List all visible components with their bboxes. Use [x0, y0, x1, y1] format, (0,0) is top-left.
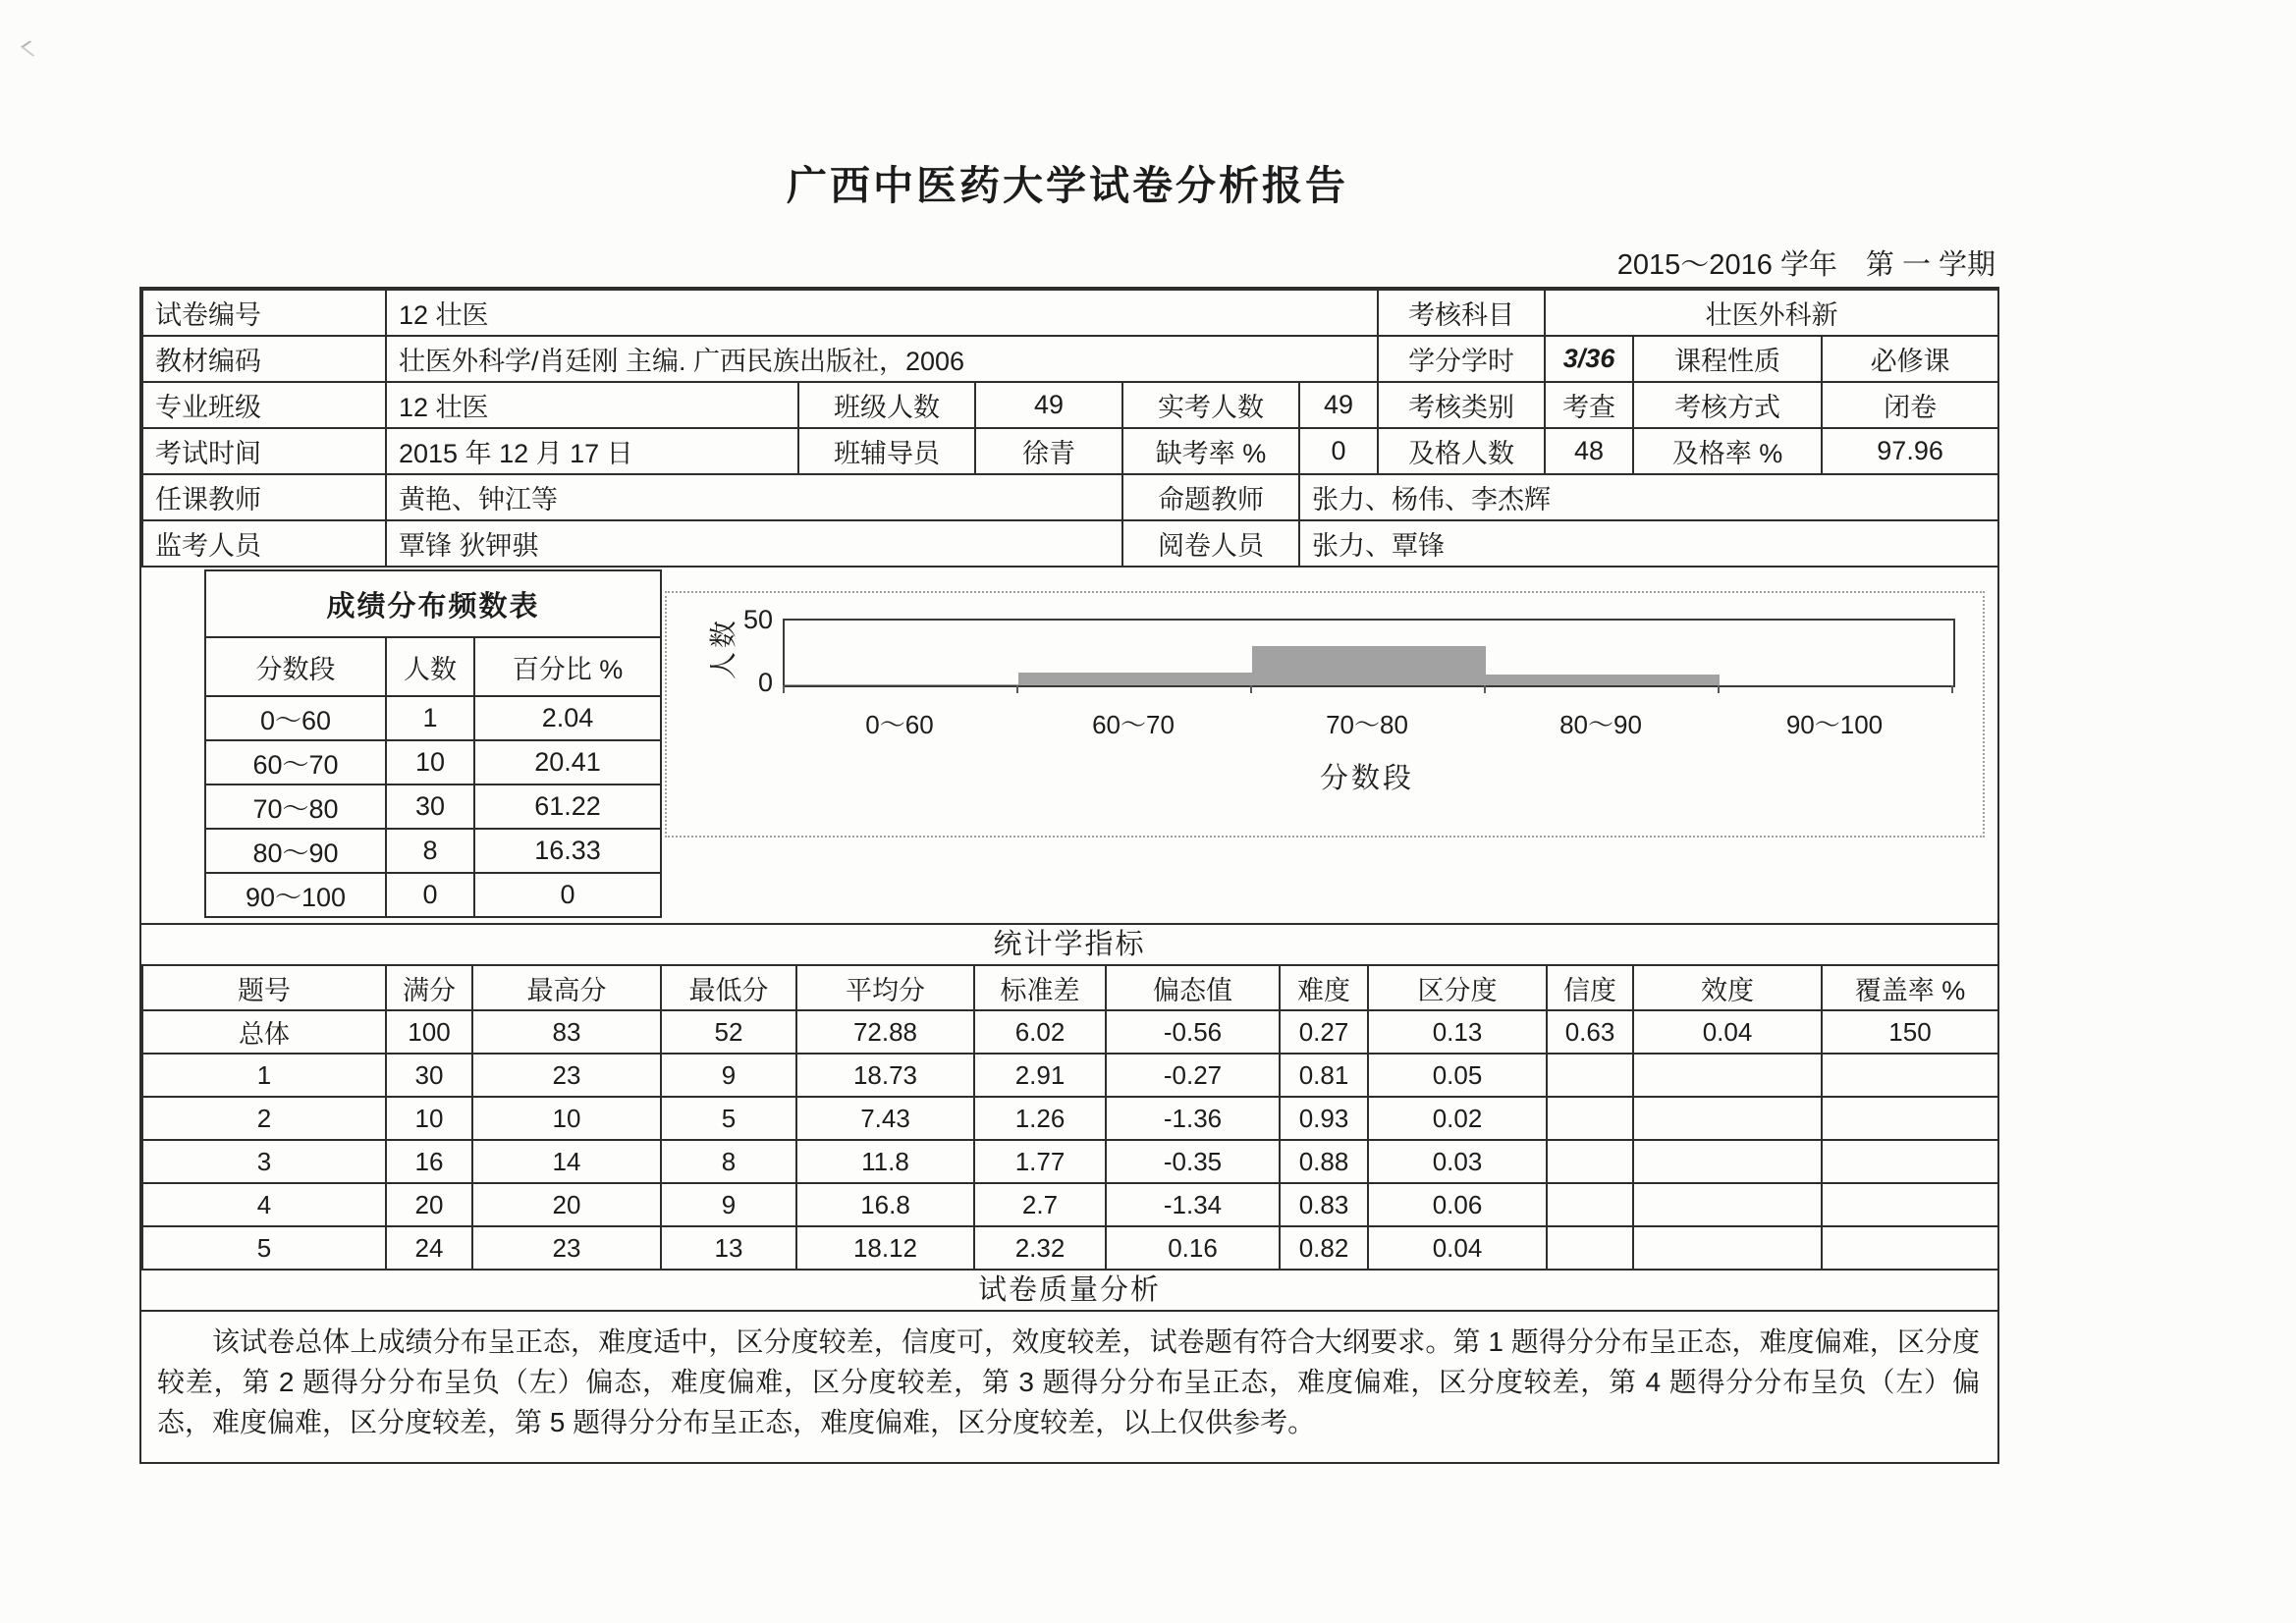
- info-row: [142, 520, 1998, 567]
- table-cell: 16: [386, 1140, 472, 1183]
- info-row: [142, 336, 1998, 382]
- distribution-section: [141, 568, 1997, 923]
- exam-date-label: 考试时间: [142, 428, 386, 474]
- table-cell: 2.04: [474, 696, 661, 740]
- textbook-label: 教材编码: [142, 336, 386, 382]
- frequency-table-header: [205, 637, 661, 696]
- teacher-value: 黄艳、钟江等: [386, 474, 1122, 520]
- statistics-table-body: [142, 1010, 1998, 1270]
- exam-number-value: 12 壮医: [386, 290, 1378, 336]
- table-cell: 0.88: [1280, 1140, 1368, 1183]
- table-cell: 2.7: [974, 1183, 1106, 1226]
- table-row: [142, 1054, 1998, 1097]
- quality-analysis-text: 该试卷总体上成绩分布呈正态，难度适中，区分度较差，信度可，效度较差，试卷题有符合大纲要求。第 1 题得分分布呈正态，难度偏难，区分度较差，第 2 题得分分布呈负（左）偏态，难度偏难，区分度较差，第 3 题得分分布呈正态，难度偏难，区分度较差，第 4 题得分分布呈负（左）偏态，难度偏难，区分度较差，第 5 题得分分布呈正态，难度偏难，区分度较差，以上仅供参考。: [157, 1326, 1980, 1437]
- header-cell: 效度: [1633, 965, 1822, 1010]
- course-type-label: 课程性质: [1633, 336, 1822, 382]
- table-cell: 0: [474, 873, 661, 917]
- chart-bar: [1252, 646, 1486, 685]
- table-cell: 30: [386, 784, 474, 829]
- table-cell: 总体: [142, 1010, 386, 1054]
- info-row: [142, 290, 1998, 336]
- credit-hours-label: 学分学时: [1378, 336, 1545, 382]
- axis-tick: [783, 685, 1016, 693]
- table-cell: 13: [661, 1226, 796, 1270]
- table-cell: 10: [386, 740, 474, 784]
- class-value: 12 壮医: [386, 382, 798, 428]
- header-cell: 最低分: [661, 965, 796, 1010]
- table-cell: [1633, 1226, 1822, 1270]
- table-cell: -1.34: [1106, 1183, 1280, 1226]
- table-cell: -0.35: [1106, 1140, 1280, 1183]
- class-size-value: 49: [975, 382, 1122, 428]
- table-cell: 5: [142, 1226, 386, 1270]
- table-cell: 0.04: [1633, 1010, 1822, 1054]
- table-cell: 0.93: [1280, 1097, 1368, 1140]
- textbook-value: 壮医外科学/肖廷刚 主编. 广西民族出版社，2006: [386, 336, 1378, 382]
- table-cell: 1.26: [974, 1097, 1106, 1140]
- table-cell: 0.63: [1547, 1010, 1633, 1054]
- table-cell: 11.8: [796, 1140, 974, 1183]
- table-cell: 0.81: [1280, 1054, 1368, 1097]
- table-cell: [1547, 1183, 1633, 1226]
- header-cell: 平均分: [796, 965, 974, 1010]
- table-row: [142, 1140, 1998, 1183]
- counselor-value: 徐青: [975, 428, 1122, 474]
- table-cell: 30: [386, 1054, 472, 1097]
- table-cell: 3: [142, 1140, 386, 1183]
- table-cell: 2.91: [974, 1054, 1106, 1097]
- grader-value: 张力、覃锋: [1299, 520, 1998, 567]
- axis-tick: [1016, 685, 1250, 693]
- table-cell: [1547, 1140, 1633, 1183]
- chart-bar: [1486, 675, 1720, 685]
- table-cell: 8: [661, 1140, 796, 1183]
- table-cell: 150: [1822, 1010, 1998, 1054]
- table-cell: 10: [386, 1097, 472, 1140]
- table-cell: 10: [472, 1097, 661, 1140]
- table-cell: 100: [386, 1010, 472, 1054]
- proposer-value: 张力、杨伟、李杰辉: [1299, 474, 1998, 520]
- y-axis-title: 人数: [708, 616, 739, 680]
- table-cell: 0.02: [1368, 1097, 1547, 1140]
- class-size-label: 班级人数: [798, 382, 975, 428]
- table-cell: 2.32: [974, 1226, 1106, 1270]
- table-cell: 0.16: [1106, 1226, 1280, 1270]
- invigilator-value: 覃锋 狄钾骐: [386, 520, 1122, 567]
- actual-examinees-value: 49: [1299, 382, 1378, 428]
- table-cell: 16.8: [796, 1183, 974, 1226]
- y-tick-label-max: 50: [742, 605, 773, 634]
- table-cell: 0～60: [205, 696, 386, 740]
- semester-line: 2015～2016 学年 第 一 学期: [1616, 249, 1995, 281]
- x-axis-title: 分数段: [1319, 763, 1414, 794]
- info-table: [141, 289, 1999, 568]
- header-cell: 最高分: [472, 965, 661, 1010]
- grader-label: 阅卷人员: [1122, 520, 1299, 567]
- table-cell: [1633, 1183, 1822, 1226]
- subject-label: 考核科目: [1378, 290, 1545, 336]
- assessment-category-value: 考查: [1545, 382, 1633, 428]
- table-cell: [1822, 1054, 1998, 1097]
- table-row: [142, 1010, 1998, 1054]
- axis-tick: [1484, 685, 1718, 693]
- statistics-header-row: [142, 965, 1998, 1010]
- table-row: [142, 1097, 1998, 1140]
- table-row: [205, 740, 661, 784]
- table-row: [205, 873, 661, 917]
- course-type-value: 必修课: [1822, 336, 1998, 382]
- assessment-mode-value: 闭卷: [1822, 382, 1998, 428]
- table-row: [205, 784, 661, 829]
- header-cell: 区分度: [1368, 965, 1547, 1010]
- table-cell: [1633, 1054, 1822, 1097]
- table-cell: 1.77: [974, 1140, 1106, 1183]
- table-cell: 60～70: [205, 740, 386, 784]
- table-cell: -0.27: [1106, 1054, 1280, 1097]
- subject-value: 壮医外科新: [1545, 290, 1998, 336]
- table-cell: [1547, 1054, 1633, 1097]
- frequency-table-body: [205, 696, 661, 917]
- table-cell: 24: [386, 1226, 472, 1270]
- table-row: [205, 696, 661, 740]
- header-cell: 满分: [386, 965, 472, 1010]
- pass-count-value: 48: [1545, 428, 1633, 474]
- chart-plot-area: [783, 619, 1955, 687]
- x-tick-label: 60～70: [1092, 710, 1175, 739]
- table-cell: 0.05: [1368, 1054, 1547, 1097]
- header-cell: 覆盖率 %: [1822, 965, 1998, 1010]
- table-cell: 6.02: [974, 1010, 1106, 1054]
- statistics-section-title: 统计学指标: [141, 923, 1997, 964]
- table-cell: 9: [661, 1183, 796, 1226]
- score-distribution-chart: [665, 591, 1985, 838]
- header-cell: 信度: [1547, 965, 1633, 1010]
- table-cell: 20.41: [474, 740, 661, 784]
- table-cell: 0: [386, 873, 474, 917]
- page-title: 广西中医药大学试卷分析报告: [787, 163, 1348, 208]
- header-cell: 百分比 %: [474, 637, 661, 696]
- teacher-label: 任课教师: [142, 474, 386, 520]
- info-row: [142, 382, 1998, 428]
- table-cell: 18.12: [796, 1226, 974, 1270]
- chart-tick-row: [783, 685, 1953, 693]
- table-cell: [1633, 1140, 1822, 1183]
- header-cell: 人数: [386, 637, 474, 696]
- table-row: [142, 1226, 1998, 1270]
- table-cell: 14: [472, 1140, 661, 1183]
- class-label: 专业班级: [142, 382, 386, 428]
- table-cell: 8: [386, 829, 474, 873]
- table-cell: [1547, 1097, 1633, 1140]
- table-cell: 90～100: [205, 873, 386, 917]
- table-cell: 0.27: [1280, 1010, 1368, 1054]
- table-cell: 4: [142, 1183, 386, 1226]
- info-row: [142, 474, 1998, 520]
- counselor-label: 班辅导员: [798, 428, 975, 474]
- table-cell: 0.82: [1280, 1226, 1368, 1270]
- pass-rate-value: 97.96: [1822, 428, 1998, 474]
- absent-rate-value: 0: [1299, 428, 1378, 474]
- table-cell: -0.56: [1106, 1010, 1280, 1054]
- exam-date-value: 2015 年 12 月 17 日: [386, 428, 798, 474]
- chart-x-labels: [783, 705, 1951, 741]
- table-cell: 70～80: [205, 784, 386, 829]
- x-tick-label: 90～100: [1785, 710, 1884, 739]
- frequency-table: [204, 569, 662, 918]
- table-cell: 1: [386, 696, 474, 740]
- assessment-category-label: 考核类别: [1378, 382, 1545, 428]
- table-cell: 7.43: [796, 1097, 974, 1140]
- x-tick-label: 0～60: [865, 710, 934, 739]
- table-cell: [1822, 1140, 1998, 1183]
- statistics-table: [141, 964, 1999, 1271]
- info-row: [142, 428, 1998, 474]
- axis-tick: [1718, 685, 1951, 693]
- pass-count-label: 及格人数: [1378, 428, 1545, 474]
- table-cell: 61.22: [474, 784, 661, 829]
- table-cell: 20: [386, 1183, 472, 1226]
- header-cell: 偏态值: [1106, 965, 1280, 1010]
- exam-number-label: 试卷编号: [142, 290, 386, 336]
- table-cell: 23: [472, 1226, 661, 1270]
- table-row: [205, 829, 661, 873]
- y-tick-label-min: 0: [757, 668, 773, 697]
- table-cell: 0.83: [1280, 1183, 1368, 1226]
- header-cell: 分数段: [205, 637, 386, 696]
- scan-mark: [21, 40, 42, 56]
- table-cell: 0.03: [1368, 1140, 1547, 1183]
- pass-rate-label: 及格率 %: [1633, 428, 1822, 474]
- header-cell: 难度: [1280, 965, 1368, 1010]
- table-cell: [1633, 1097, 1822, 1140]
- chart-bar: [1018, 673, 1252, 685]
- axis-tick: [1250, 685, 1484, 693]
- header-cell: 标准差: [974, 965, 1106, 1010]
- actual-examinees-label: 实考人数: [1122, 382, 1299, 428]
- table-cell: 23: [472, 1054, 661, 1097]
- table-cell: 5: [661, 1097, 796, 1140]
- table-cell: 0.06: [1368, 1183, 1547, 1226]
- table-cell: 9: [661, 1054, 796, 1097]
- table-cell: 52: [661, 1010, 796, 1054]
- table-cell: [1822, 1226, 1998, 1270]
- table-cell: [1822, 1183, 1998, 1226]
- table-cell: [1547, 1226, 1633, 1270]
- frequency-table-title-row: [205, 570, 661, 637]
- frequency-table-title: 成绩分布频数表: [205, 570, 661, 637]
- table-row: [142, 1183, 1998, 1226]
- table-cell: 1: [142, 1054, 386, 1097]
- table-cell: 83: [472, 1010, 661, 1054]
- table-cell: 2: [142, 1097, 386, 1140]
- table-cell: -1.36: [1106, 1097, 1280, 1140]
- credit-hours-value: 3/36: [1545, 336, 1633, 382]
- invigilator-label: 监考人员: [142, 520, 386, 567]
- table-cell: 16.33: [474, 829, 661, 873]
- quality-section-title: 试卷质量分析: [141, 1271, 1997, 1312]
- proposer-label: 命题教师: [1122, 474, 1299, 520]
- x-tick-label: 70～80: [1326, 710, 1408, 739]
- table-cell: 20: [472, 1183, 661, 1226]
- table-cell: 0.13: [1368, 1010, 1547, 1054]
- absent-rate-label: 缺考率 %: [1122, 428, 1299, 474]
- table-cell: 18.73: [796, 1054, 974, 1097]
- report-table: [139, 287, 1999, 1464]
- header-cell: 题号: [142, 965, 386, 1010]
- table-cell: 0.04: [1368, 1226, 1547, 1270]
- x-tick-label: 80～90: [1559, 710, 1642, 739]
- assessment-mode-label: 考核方式: [1633, 382, 1822, 428]
- table-cell: 72.88: [796, 1010, 974, 1054]
- table-cell: [1822, 1097, 1998, 1140]
- table-cell: 80～90: [205, 829, 386, 873]
